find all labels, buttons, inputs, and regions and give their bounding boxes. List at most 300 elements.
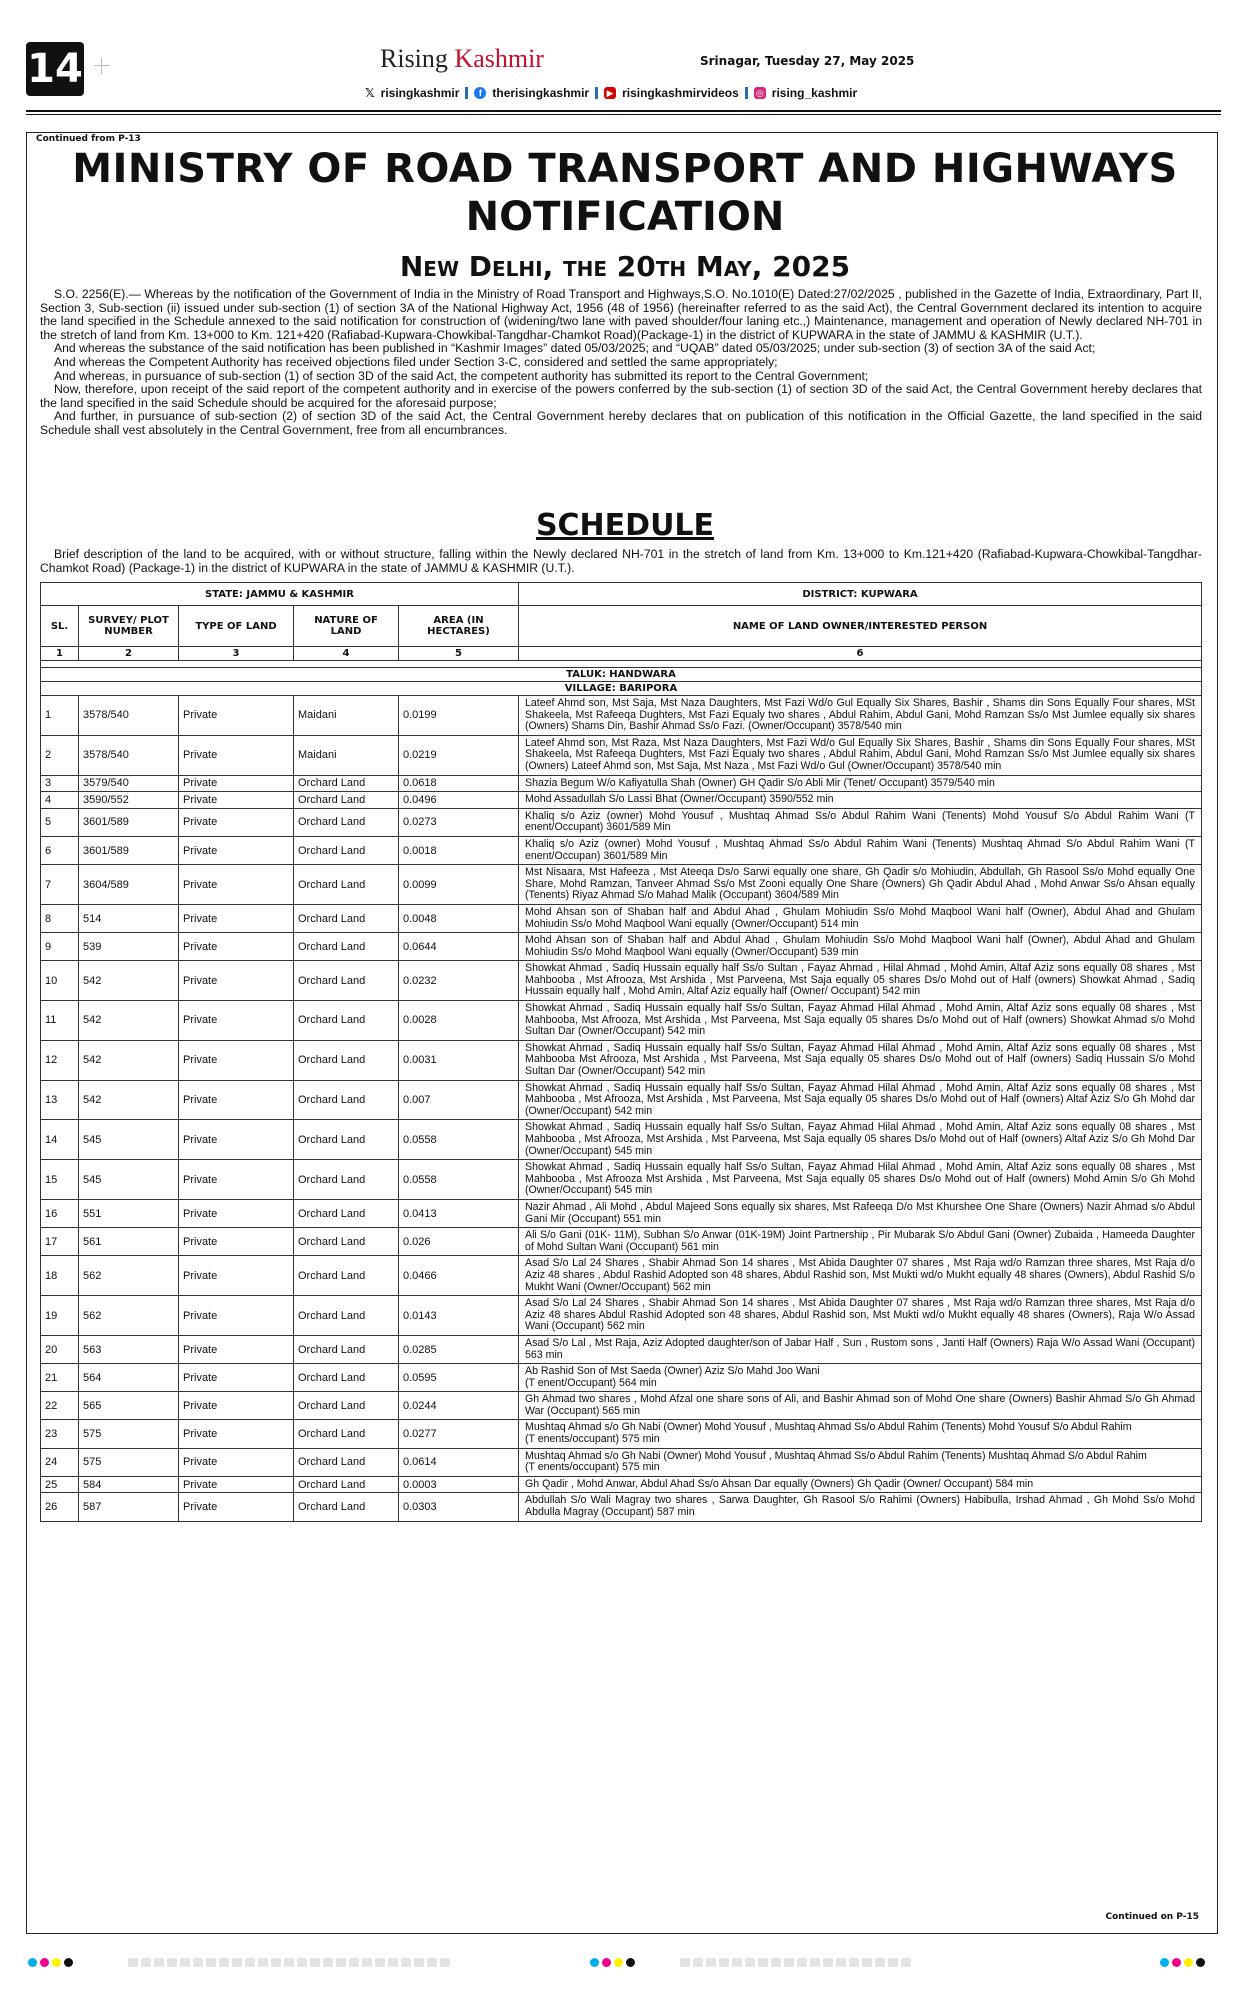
cell-survey: 542 — [79, 1040, 179, 1080]
cell-nature: Orchard Land — [294, 904, 399, 932]
cell-sl: 7 — [41, 865, 79, 905]
black-dot — [626, 1958, 635, 1967]
cell-nature: Orchard Land — [294, 1493, 399, 1521]
cell-survey: 3601/589 — [79, 836, 179, 864]
table-row — [41, 1120, 1202, 1160]
cell-sl: 26 — [41, 1493, 79, 1521]
state-row — [41, 583, 1202, 606]
color-registration-center — [590, 1958, 635, 1967]
cell-type: Private — [179, 808, 294, 836]
grey-swatch — [154, 1958, 164, 1967]
social-facebook[interactable]: therisingkashmir — [492, 86, 590, 100]
cell-owner: Showkat Ahmad , Sadiq Hussain equally half Ss/o Sultan, Fayaz Ahmad Hilal Ahmad , Mohd Amin, Altaf Aziz sons equally 08 shares , Mst Mahbooba, Mst Afrooza, Mst Arshida , Mst Parveena, Mst Saja equally 05 shares Ds/o Mohd out of Half (owners) Showkat Ahmad s/o Mohd Sultan Dar (Owner/Occupant) 542 min — [519, 1001, 1202, 1041]
cell-nature: Orchard Land — [294, 1448, 399, 1476]
cell-owner: Asad S/o Lal , Mst Raja, Aziz Adopted daughter/son of Jabar Half , Sun , Rustom sons , Janti Half (Owners) Raja W/o Assad Wani (Occupant) 563 min — [519, 1335, 1202, 1363]
cell-sl: 9 — [41, 933, 79, 961]
cell-nature: Orchard Land — [294, 1335, 399, 1363]
grey-swatch — [219, 1958, 229, 1967]
cyan-dot — [1160, 1958, 1169, 1967]
cell-area: 0.0273 — [399, 808, 519, 836]
table-row — [41, 1160, 1202, 1200]
cell-sl: 14 — [41, 1120, 79, 1160]
cell-nature: Orchard Land — [294, 1120, 399, 1160]
cell-survey: 545 — [79, 1120, 179, 1160]
district-label: DISTRICT: KUPWARA — [519, 583, 1202, 606]
cell-type: Private — [179, 1001, 294, 1041]
grey-swatch — [784, 1958, 794, 1967]
cell-area: 0.0595 — [399, 1364, 519, 1392]
magenta-dot — [602, 1958, 611, 1967]
grey-swatch — [706, 1958, 716, 1967]
cell-type: Private — [179, 1335, 294, 1363]
cell-type: Private — [179, 1493, 294, 1521]
col-header: SURVEY/ PLOT NUMBER — [79, 606, 179, 647]
schedule-table — [40, 582, 1202, 1522]
taluk-row — [41, 668, 1202, 682]
cell-type: Private — [179, 735, 294, 775]
table-row — [41, 933, 1202, 961]
grey-swatch — [141, 1958, 151, 1967]
cell-area: 0.0219 — [399, 735, 519, 775]
grey-swatch — [232, 1958, 242, 1967]
cell-sl: 16 — [41, 1199, 79, 1227]
cell-sl: 4 — [41, 792, 79, 809]
cell-sl: 22 — [41, 1392, 79, 1420]
col-number: 4 — [294, 647, 399, 661]
cell-nature: Orchard Land — [294, 1256, 399, 1296]
grey-swatch — [310, 1958, 320, 1967]
cell-survey: 564 — [79, 1364, 179, 1392]
grey-swatch — [797, 1958, 807, 1967]
cell-survey: 539 — [79, 933, 179, 961]
cell-nature: Orchard Land — [294, 1199, 399, 1227]
cell-sl: 10 — [41, 961, 79, 1001]
cell-nature: Orchard Land — [294, 808, 399, 836]
paragraph: And whereas the substance of the said notification has been published in “Kashmir Images” dated 05/03/2025; and “UQAB” dated 05/03/2025; under sub-section (3) of section 3A of the said Act; — [54, 341, 1096, 356]
grey-swatch — [336, 1958, 346, 1967]
cell-owner: Abdullah S/o Wali Magray two shares , Sarwa Daughter, Gh Rasool S/o Rahimi (Owners) Habibulla, Irshad Ahmad , Gh Mohd Ss/o Mohd Abdulla Magray (Occupant) 587 min — [519, 1493, 1202, 1521]
table-row — [41, 1296, 1202, 1336]
grey-swatch — [693, 1958, 703, 1967]
cell-sl: 11 — [41, 1001, 79, 1041]
cell-sl: 24 — [41, 1448, 79, 1476]
masthead — [380, 44, 544, 74]
paragraph: And whereas, in pursuance of sub-section (1) of section 3D of the said Act, the competent authority has submitted its report to the Central Government; — [54, 368, 869, 383]
cell-nature: Orchard Land — [294, 1040, 399, 1080]
cell-survey: 562 — [79, 1256, 179, 1296]
cell-area: 0.0614 — [399, 1448, 519, 1476]
col-header: NAME OF LAND OWNER/INTERESTED PERSON — [519, 606, 1202, 647]
cell-sl: 21 — [41, 1364, 79, 1392]
cell-type: Private — [179, 933, 294, 961]
cell-owner: Gh Qadir , Mohd Anwar, Abdul Ahad Ss/o Ahsan Dar equally (Owners) Gh Qadir (Owner/ Occupant) 584 min — [519, 1476, 1202, 1493]
social-youtube[interactable]: risingkashmirvideos — [622, 86, 739, 100]
instagram-icon: ◎ — [754, 87, 766, 99]
grey-swatch — [375, 1958, 385, 1967]
cell-area: 0.0277 — [399, 1420, 519, 1448]
grey-swatch — [180, 1958, 190, 1967]
yellow-dot — [52, 1958, 61, 1967]
grey-swatch — [849, 1958, 859, 1967]
cell-survey: 575 — [79, 1448, 179, 1476]
paragraph: And further, in pursuance of sub-section (2) of section 3D of the said Act, the Central Government hereby declares that on publication of this notification in the Official Gazette, the land specified in the said Schedule shall vest absolutely in the Central Government, free from all encumbrances. — [40, 409, 1202, 437]
cell-area: 0.0232 — [399, 961, 519, 1001]
cell-nature: Orchard Land — [294, 1476, 399, 1493]
paragraph: And whereas the Competent Authority has received objections filed under Section 3-C, considered and settled the same appropriately; — [54, 354, 778, 369]
cell-sl: 5 — [41, 808, 79, 836]
table-row — [41, 1476, 1202, 1493]
table-row — [41, 836, 1202, 864]
cell-owner: Mohd Ahsan son of Shaban half and Abdul Ahad , Ghulam Mohiudin Ss/o Mohd Maqbool Wani half (Owner), Abdul Ahad and Ghulam Mohiudin Ss/o Mohd Maqbool Wani equally (Owner/Occupant) 514 min — [519, 904, 1202, 932]
cell-nature: Orchard Land — [294, 1228, 399, 1256]
yellow-dot — [614, 1958, 623, 1967]
youtube-icon: ▶ — [604, 87, 616, 99]
cell-type: Private — [179, 1364, 294, 1392]
notification-title: NOTIFICATION — [465, 194, 785, 240]
cell-nature: Orchard Land — [294, 836, 399, 864]
cell-type: Private — [179, 792, 294, 809]
ministry-title: MINISTRY OF ROAD TRANSPORT AND HIGHWAYS — [72, 146, 1178, 192]
grey-swatch — [401, 1958, 411, 1967]
grey-swatch — [349, 1958, 359, 1967]
cell-type: Private — [179, 1080, 294, 1120]
cell-survey: 551 — [79, 1199, 179, 1227]
col-number: 2 — [79, 647, 179, 661]
cell-type: Private — [179, 1120, 294, 1160]
table-row — [41, 1001, 1202, 1041]
dateline: New Delhi, the 20th May, 2025 — [399, 250, 851, 283]
grey-swatch — [414, 1958, 424, 1967]
cell-type: Private — [179, 1392, 294, 1420]
cell-survey: 3590/552 — [79, 792, 179, 809]
cell-type: Private — [179, 1420, 294, 1448]
cell-owner: Mohd Assadullah S/o Lassi Bhat (Owner/Occupant) 3590/552 min — [519, 792, 1202, 809]
table-row — [41, 1199, 1202, 1227]
cell-area: 0.0558 — [399, 1160, 519, 1200]
cell-type: Private — [179, 1228, 294, 1256]
table-row — [41, 1080, 1202, 1120]
grey-swatch — [245, 1958, 255, 1967]
table-row — [41, 1493, 1202, 1521]
cell-area: 0.0031 — [399, 1040, 519, 1080]
table-row — [41, 1228, 1202, 1256]
grey-swatch — [719, 1958, 729, 1967]
grey-swatch — [823, 1958, 833, 1967]
table-row — [41, 1335, 1202, 1363]
cell-owner: Mushtaq Ahmad s/o Gh Nabi (Owner) Mohd Yousuf , Mushtaq Ahmad Ss/o Abdul Rahim (Tenents) Mushtaq Ahmad S/o Abdul Rahim (T enents/occupant) 575 min — [519, 1448, 1202, 1476]
cell-sl: 13 — [41, 1080, 79, 1120]
cell-type: Private — [179, 1160, 294, 1200]
grey-swatch — [836, 1958, 846, 1967]
table-row — [41, 1040, 1202, 1080]
cell-survey: 545 — [79, 1160, 179, 1200]
continued-on: Continued on P-15 — [1105, 1912, 1199, 1922]
social-instagram[interactable]: rising_kashmir — [771, 86, 858, 100]
cell-area: 0.0099 — [399, 865, 519, 905]
header-rule — [26, 110, 1221, 112]
cell-survey: 3604/589 — [79, 865, 179, 905]
cell-sl: 8 — [41, 904, 79, 932]
col-number: 5 — [399, 647, 519, 661]
grey-swatch — [193, 1958, 203, 1967]
cell-owner: Mohd Ahsan son of Shaban half and Abdul Ahad , Ghulam Mohiudin Ss/o Mohd Maqbool Wani half (Owner), Abdul Ahad and Ghulam Mohiudin Ss/o Mohd Maqbool Wani equally (Owner/Occupant) 539 min — [519, 933, 1202, 961]
col-number: 1 — [41, 647, 79, 661]
cell-nature: Maidani — [294, 696, 399, 736]
cell-sl: 17 — [41, 1228, 79, 1256]
cell-survey: 3579/540 — [79, 775, 179, 792]
cell-survey: 514 — [79, 904, 179, 932]
table-row — [41, 1392, 1202, 1420]
cell-survey: 3601/589 — [79, 808, 179, 836]
cell-type: Private — [179, 775, 294, 792]
cell-survey: 542 — [79, 1001, 179, 1041]
grey-strip — [680, 1958, 911, 1967]
cell-owner: Asad S/o Lal 24 Shares , Shabir Ahmad Son 14 shares , Mst Abida Daughter 07 shares , Mst Raja wd/o Ramzan three shares, Mst Raja d/o Aziz 48 shares Abdul Rashid Adopted son 48 shares, Abdul Rashid son, Mst Mukti wd/o Mukht equally 48 shares (Owners), Raja W/o Assad Wani (Occupant) 562 min — [519, 1296, 1202, 1336]
page-number: 14 — [26, 42, 84, 96]
cell-nature: Orchard Land — [294, 1420, 399, 1448]
social-x[interactable]: risingkashmir — [380, 86, 460, 100]
cell-type: Private — [179, 865, 294, 905]
cell-sl: 19 — [41, 1296, 79, 1336]
col-number-row — [41, 647, 1202, 661]
taluk-label: TALUK: HANDWARA — [41, 668, 1202, 682]
cell-nature: Orchard Land — [294, 1392, 399, 1420]
table-row — [41, 1420, 1202, 1448]
cell-sl: 23 — [41, 1420, 79, 1448]
cell-nature: Orchard Land — [294, 1364, 399, 1392]
cell-type: Private — [179, 1296, 294, 1336]
cell-area: 0.0199 — [399, 696, 519, 736]
grey-swatch — [388, 1958, 398, 1967]
spacer-cell — [41, 661, 1202, 668]
cell-area: 0.0143 — [399, 1296, 519, 1336]
schedule-rows — [41, 696, 1202, 1522]
cell-survey: 3578/540 — [79, 696, 179, 736]
cell-area: 0.0048 — [399, 904, 519, 932]
table-row — [41, 1448, 1202, 1476]
cell-survey: 562 — [79, 1296, 179, 1336]
cell-area: 0.0028 — [399, 1001, 519, 1041]
col-header: TYPE OF LAND — [179, 606, 294, 647]
cell-area: 0.0644 — [399, 933, 519, 961]
table-row — [41, 735, 1202, 775]
grey-swatch — [323, 1958, 333, 1967]
cell-type: Private — [179, 1199, 294, 1227]
grey-swatch — [862, 1958, 872, 1967]
divider — [745, 87, 748, 99]
grey-swatch — [297, 1958, 307, 1967]
table-row — [41, 865, 1202, 905]
cell-type: Private — [179, 1256, 294, 1296]
grey-swatch — [440, 1958, 450, 1967]
cell-area: 0.0285 — [399, 1335, 519, 1363]
cell-owner: Showkat Ahmad , Sadiq Hussain equally half Ss/o Sultan, Fayaz Ahmad Hilal Ahmad , Mohd Amin, Altaf Aziz sons equally 08 shares , Mst Mahbooba , Mst Afrooza, Mst Arshida , Mst Parveena, Mst Saja equally 05 shares Ds/o Mohd out of Half (owners) Altaf Aziz S/o Gh Mohd dar (Owner/Occupant) 542 min — [519, 1080, 1202, 1120]
cell-area: 0.0018 — [399, 836, 519, 864]
table-row — [41, 1364, 1202, 1392]
cell-owner: Mst Nisaara, Mst Hafeeza , Mst Ateeqa Ds/o Sarwi equally one share, Gh Qadir s/o Mohiudin, Abdullah, Gh Rasool Ss/o Mohd equally One Share, Mohd Ramzan, Tanveer Ahmad Ss/o Mst Zooni equally One Share (Owners) Gh Qadir Abdul Ahad , Mohd Anwar Ss/o Ahsan equally (Tenents) Riyaz Ahmad S/o Mahad Malik (Occupant) 3604/589 Min — [519, 865, 1202, 905]
cell-survey: 542 — [79, 961, 179, 1001]
cell-nature: Orchard Land — [294, 1296, 399, 1336]
cell-type: Private — [179, 1040, 294, 1080]
cell-owner: Showkat Ahmad , Sadiq Hussain equally half Ss/o Sultan , Fayaz Ahmad , Hilal Ahmad , Mohd Amin, Altaf Aziz sons equally 08 shares , Mst Mahbooba , Mst Afrooza, Mst Arshida , Mst Parveena, Mst Saja equally 05 shares Ds/o Mohd out of Half (owners) Showkat Ahmad , Sadiq Hussain equally half , Mohd Amin, Altaf Aziz equally half (Owner/ Occupant) 542 min — [519, 961, 1202, 1001]
grey-swatch — [888, 1958, 898, 1967]
magenta-dot — [40, 1958, 49, 1967]
cell-type: Private — [179, 1476, 294, 1493]
cell-owner: Gh Ahmad two shares , Mohd Afzal one share sons of Ali, and Bashir Ahmad son of Mohd One share (Owners) Bashir Ahmad S/o Gh Ahmad War (Occupant) 565 min — [519, 1392, 1202, 1420]
table-row — [41, 775, 1202, 792]
cell-owner: Lateef Ahmd son, Mst Saja, Mst Naza Daughters, Mst Fazi Wd/o Gul Equally Six Shares, Bashir , Shams din Sons Equally Four shares, MSt Shakeela, Mst Rafeeqa Dughters, Mst Fazi Equaly two shares , Abdul Rahim, Abdul Gani, Mohd Ramzan Ss/o Mst Jumlee equally six shares (Owners) Shams Din, Bashir Ahmad Ss/o Fazi. (Owner/Occupant) 3578/540 min — [519, 696, 1202, 736]
grey-swatch — [284, 1958, 294, 1967]
cell-owner: Shazia Begum W/o Kafiyatulla Shah (Owner) GH Qadir S/o Abli Mir (Tenet/ Occupant) 3579/540 min — [519, 775, 1202, 792]
cell-owner: Khaliq s/o Aziz (owner) Mohd Yousuf , Mushtaq Ahmad Ss/o Abdul Rahim Wani (Tenents) Mohd Yousuf S/o Abdul Rahim Wani (T enent/Occupant) 3601/589 Min — [519, 808, 1202, 836]
paragraph: Now, therefore, upon receipt of the said report of the competent authority and in exercise of the powers conferred by the sub-section (1) of section 3D of the said Act, the Central Government hereby declares that the land specified in the said Schedule should be acquired for the aforesaid purpose; — [40, 382, 1202, 410]
cell-sl: 6 — [41, 836, 79, 864]
cell-sl: 3 — [41, 775, 79, 792]
cell-type: Private — [179, 961, 294, 1001]
table-row — [41, 904, 1202, 932]
facebook-icon: f — [474, 87, 486, 99]
schedule-title: SCHEDULE — [535, 508, 715, 543]
notification-body — [40, 288, 1202, 438]
cell-sl: 2 — [41, 735, 79, 775]
grey-swatch — [771, 1958, 781, 1967]
table-row — [41, 1256, 1202, 1296]
cell-sl: 12 — [41, 1040, 79, 1080]
cell-owner: Nazir Ahmad , Ali Mohd , Abdul Majeed Sons equally six shares, Mst Rafeeqa D/o Mst Khurshee One Share (Owners) Nazir Ahmad s/o Abdul Gani Mir (Occupant) 551 min — [519, 1199, 1202, 1227]
cell-survey: 565 — [79, 1392, 179, 1420]
cell-nature: Orchard Land — [294, 1080, 399, 1120]
cell-owner: Ali S/o Gani (01K- 11M), Subhan S/o Anwar (01K-19M) Joint Partnership , Pir Mubarak S/o Abdul Gani (Owner) Zubaida , Hameeda Daughter of Mohd Sultan Wani (Occupant) 561 min — [519, 1228, 1202, 1256]
cell-area: 0.0466 — [399, 1256, 519, 1296]
grey-swatch — [427, 1958, 437, 1967]
col-number: 3 — [179, 647, 294, 661]
masthead-kashmir: Kashmir — [454, 44, 544, 73]
col-header: NATURE OF LAND — [294, 606, 399, 647]
cell-survey: 563 — [79, 1335, 179, 1363]
grey-swatch — [875, 1958, 885, 1967]
registration-mark — [94, 58, 110, 74]
cell-nature: Orchard Land — [294, 865, 399, 905]
cell-survey: 561 — [79, 1228, 179, 1256]
magenta-dot — [1172, 1958, 1181, 1967]
village-row — [41, 682, 1202, 696]
cell-sl: 1 — [41, 696, 79, 736]
cell-owner: Showkat Ahmad , Sadiq Hussain equally half Ss/o Sultan, Fayaz Ahmad Hilal Ahmad , Mohd Amin, Altaf Aziz sons equally 08 shares , Mst Mahbooba , Mst Afrooza, Mst Arshida , Mst Parveena, Mst Saja equally 05 shares Ds/o Mohd out of Half (owners) Altaf Aziz S/o Gh Mohd Dar (Owner/Occupant) 545 min — [519, 1120, 1202, 1160]
grey-swatch — [680, 1958, 690, 1967]
black-dot — [1196, 1958, 1205, 1967]
cell-nature: Orchard Land — [294, 775, 399, 792]
grey-swatch — [167, 1958, 177, 1967]
cell-survey: 584 — [79, 1476, 179, 1493]
cell-survey: 542 — [79, 1080, 179, 1120]
cyan-dot — [28, 1958, 37, 1967]
cell-area: 0.0618 — [399, 775, 519, 792]
grey-swatch — [271, 1958, 281, 1967]
state-label: STATE: JAMMU & KASHMIR — [41, 583, 519, 606]
grey-swatch — [758, 1958, 768, 1967]
cell-owner: Lateef Ahmd son, Mst Raza, Mst Naza Daughters, Mst Fazi Wd/o Gul Equally Six Shares, Bashir , Shams din Sons Equally Four shares, MSt Shakeela, Mst Rafeeqa Dughters, Mst Fazi Equaly two shares , Abdul Rahim, Abdul Gani, Mohd Ramzan Ss/o Mst Jumlee equally six shares (Owners) Lateef Ahmd son, Mst Saja, Mst Naza , Mst Fazi Wd/o Gul (Owner/Occupant) 3578/540 min — [519, 735, 1202, 775]
cell-sl: 18 — [41, 1256, 79, 1296]
cell-nature: Maidani — [294, 735, 399, 775]
spacer-row — [41, 661, 1202, 668]
header-rule-thin — [26, 114, 1221, 115]
cyan-dot — [590, 1958, 599, 1967]
cell-type: Private — [179, 1448, 294, 1476]
continued-from: Continued from P-13 — [36, 134, 141, 144]
grey-swatch — [810, 1958, 820, 1967]
table-row — [41, 696, 1202, 736]
cell-sl: 25 — [41, 1476, 79, 1493]
issue-date: Srinagar, Tuesday 27, May 2025 — [700, 54, 915, 68]
col-number: 6 — [519, 647, 1202, 661]
cell-survey: 575 — [79, 1420, 179, 1448]
grey-swatch — [732, 1958, 742, 1967]
cell-area: 0.0413 — [399, 1199, 519, 1227]
cell-owner: Showkat Ahmad , Sadiq Hussain equally half Ss/o Sultan, Fayaz Ahmad Hilal Ahmad , Mohd Amin, Altaf Aziz sons equally 08 shares , Mst Mahbooba Mst Afrooza, Mst Arshida , Mst Parveena, Mst Saja equally 05 shares Ds/o Mohd out of Half (owners) Sadiq Hussain S/o Mohd Sultan Dar (Owner/Occupant) 542 min — [519, 1040, 1202, 1080]
grey-swatch — [745, 1958, 755, 1967]
cell-nature: Orchard Land — [294, 961, 399, 1001]
cell-area: 0.0244 — [399, 1392, 519, 1420]
cell-nature: Orchard Land — [294, 1160, 399, 1200]
black-dot — [64, 1958, 73, 1967]
schedule-brief: Brief description of the land to be acquired, with or without structure, falling within the Newly declared NH-701 in the stretch of land from Km. 13+000 to Km.121+420 (Rafiabad-Kupwara-Chowkibal-Tangdhar-Chamkot Road) (Package-1) in the district of KUPWARA in the state of JAMMU & KASHMIR (U.T.). — [40, 547, 1202, 575]
grey-swatch — [206, 1958, 216, 1967]
color-registration-right — [1160, 1958, 1205, 1967]
grey-strip — [128, 1958, 450, 1967]
cell-type: Private — [179, 836, 294, 864]
village-label: VILLAGE: BARIPORA — [41, 682, 1202, 696]
cell-area: 0.007 — [399, 1080, 519, 1120]
social-links — [365, 86, 857, 100]
cell-type: Private — [179, 696, 294, 736]
grey-swatch — [362, 1958, 372, 1967]
header-row — [41, 606, 1202, 647]
cell-area: 0.0558 — [399, 1120, 519, 1160]
col-header: AREA (IN HECTARES) — [399, 606, 519, 647]
cell-nature: Orchard Land — [294, 1001, 399, 1041]
grey-swatch — [258, 1958, 268, 1967]
yellow-dot — [1184, 1958, 1193, 1967]
paragraph: S.O. 2256(E).— Whereas by the notification of the Government of India in the Ministry of Road Transport and Highways,S.O. No.1010(E) Dated:27/02/2025 , published in the Gazette of India, Extraordinary, Part II, Section 3, Sub-section (ii) issued under sub-section (1) of section 3A of the National Highway Act, 1956 (48 of 1956) (hereinafter referred to as the said Act), the Central Government declared its intention to acquire the land specified in the Schedule annexed to the said notification for construction of (widening/two lane with paved shoulder/four laning etc.,) Maintenance, management and operation of Newly declared NH-701 in the stretch of land from Km. 13+000 to Km. 121+420 (Rafiabad-Kupwara-Chowkibal-Tangdhar-Chamkot Road)(Package-1) in the district of KUPWARA in the state of JAMMU & KASHMIR (U.T.). — [40, 287, 1202, 342]
cell-nature: Orchard Land — [294, 792, 399, 809]
table-row — [41, 792, 1202, 809]
table-row — [41, 808, 1202, 836]
cell-sl: 15 — [41, 1160, 79, 1200]
divider — [465, 87, 468, 99]
cell-nature: Orchard Land — [294, 933, 399, 961]
cell-area: 0.0003 — [399, 1476, 519, 1493]
cell-sl: 20 — [41, 1335, 79, 1363]
cell-area: 0.0303 — [399, 1493, 519, 1521]
cell-area: 0.0496 — [399, 792, 519, 809]
cell-owner: Showkat Ahmad , Sadiq Hussain equally half Ss/o Sultan, Fayaz Ahmad Hilal Ahmad , Mohd Amin, Altaf Aziz sons equally 08 shares , Mst Mahbooba , Mst Afrooza Mst Arshida , Mst Parveena, Mst Saja equally 05 shares Ds/o Mohd out of Half (owners) Mohd Amin S/o Gh Mohd (Owner/Occupant) 545 min — [519, 1160, 1202, 1200]
cell-owner: Mushtaq Ahmad s/o Gh Nabi (Owner) Mohd Yousuf , Mushtaq Ahmad Ss/o Abdul Rahim (Tenents) Mohd Yousuf S/o Abdul Rahim (T enents/occupant) 575 min — [519, 1420, 1202, 1448]
cell-owner: Khaliq s/o Aziz (owner) Mohd Yousuf , Mushtaq Ahmad Ss/o Abdul Rahim Wani (Tenents) Mushtaq Ahmad S/o Abdul Rahim Wani (T enent/Occupan) 3601/589 Min — [519, 836, 1202, 864]
x-icon: 𝕏 — [365, 86, 375, 100]
masthead-rising: Rising — [380, 44, 455, 73]
cell-survey: 3578/540 — [79, 735, 179, 775]
cell-area: 0.026 — [399, 1228, 519, 1256]
grey-swatch — [128, 1958, 138, 1967]
cell-survey: 587 — [79, 1493, 179, 1521]
color-registration-left — [28, 1958, 73, 1967]
divider — [595, 87, 598, 99]
cell-owner: Asad S/o Lal 24 Shares , Shabir Ahmad Son 14 shares , Mst Abida Daughter 07 shares , Mst Raja wd/o Ramzan three shares, Mst Raja d/o Aziz 48 shares , Abdul Rashid Adopted son 48 shares, Abdul Rashid son, Mst Mukti wd/o Mukht equally 48 shares (Owners), Abdul Rashid S/o Mukht Wani (Owner/Occupant) 562 min — [519, 1256, 1202, 1296]
cell-owner: Ab Rashid Son of Mst Saeda (Owner) Aziz S/o Mahd Joo Wani (T enent/Occupant) 564 min — [519, 1364, 1202, 1392]
cell-type: Private — [179, 904, 294, 932]
col-header: SL. — [41, 606, 79, 647]
table-row — [41, 961, 1202, 1001]
